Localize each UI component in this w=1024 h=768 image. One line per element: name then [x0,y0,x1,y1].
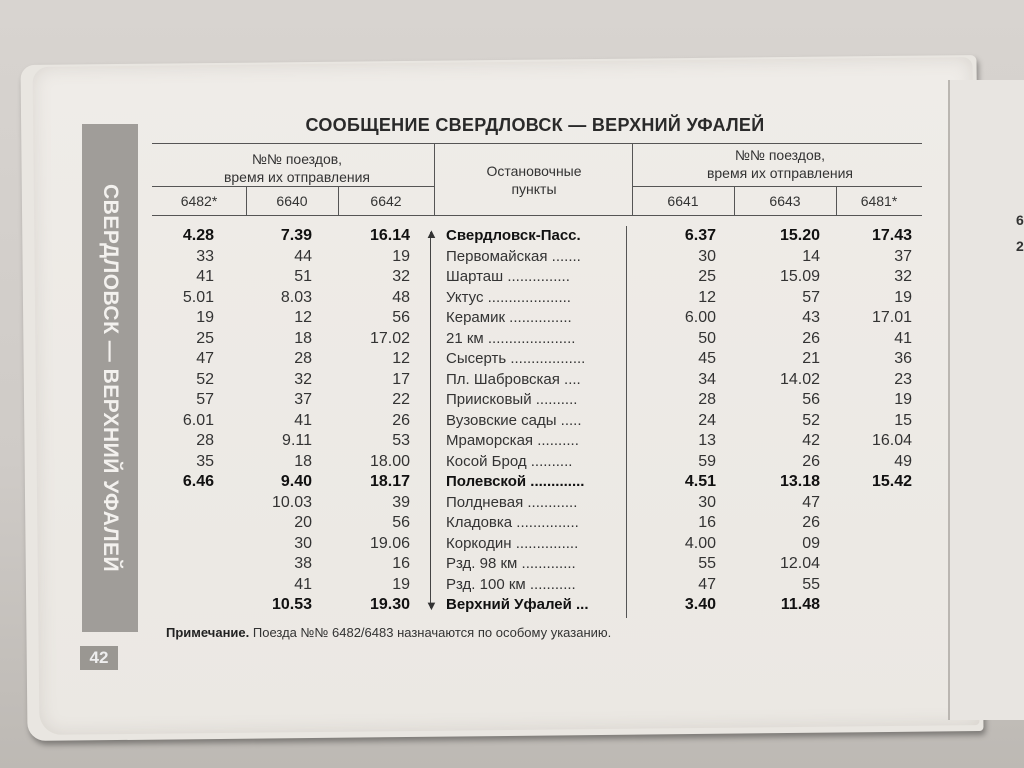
time-cell [838,575,912,596]
time-cell: 19 [894,391,912,408]
time-cell: 28 [294,350,312,367]
column-6481 [838,226,912,616]
column-stations [446,226,622,616]
header-rule-left [152,186,434,187]
station-name: Рзд. 100 км ........... [446,575,576,593]
time-cell: 20 [294,514,312,531]
time-cell [838,534,912,555]
time-cell: 52 [802,411,820,429]
time-cell: 19 [392,247,410,265]
time-cell: 16 [698,514,716,531]
time-cell: 28 [196,432,214,449]
train-number-6482: 6482* [180,193,218,209]
column-6482 [152,226,214,616]
time-cell: 6.00 [684,309,716,326]
time-cell: 10.03 [271,493,312,511]
time-cell: 47 [196,350,214,367]
time-cell: 49 [894,452,912,470]
time-cell: 34 [698,370,716,388]
time-cell: 59 [698,452,716,470]
time-cell: 22 [392,391,410,408]
right-page-fragment: 2 [1016,238,1024,254]
station-name: Мраморская .......... [446,432,579,449]
time-cell: 30 [698,247,716,265]
time-cell: 19.06 [369,534,410,552]
time-cell: 25 [698,268,716,285]
time-cell: 6.37 [684,227,716,244]
time-cell [838,493,912,514]
station-name: Полдневая ............ [446,493,578,511]
time-cell: 5.01 [182,288,214,306]
station-name: Вузовские сады ..... [446,411,582,429]
train-number-6643: 6643 [769,193,801,209]
time-cell: 39 [392,493,410,511]
time-cell: 15.42 [871,473,912,490]
time-cell: 6.46 [182,473,214,490]
time-cell: 43 [802,309,820,326]
station-name: Свердловск-Пасс. [446,227,581,244]
time-cell: 25 [196,329,214,347]
time-cell: 17.02 [369,329,410,347]
time-cell: 16 [392,555,410,572]
direction-line [430,232,431,608]
time-cell: 28 [698,391,716,408]
time-cell: 6.01 [182,411,214,429]
time-cell: 15.20 [779,227,820,244]
time-cell: 32 [294,370,312,388]
time-cell: 50 [698,329,716,347]
time-cell: 18 [294,452,312,470]
time-cell: 26 [802,329,820,347]
header-right: №№ поездов, время их отправления [706,147,854,181]
station-name: Пл. Шабровская .... [446,370,581,388]
station-name: Верхний Уфалей ... [446,596,589,613]
station-name: Сысерть .................. [446,350,586,367]
time-cell: 19 [392,575,410,593]
footnote-text: Поезда №№ 6482/6483 назначаются по особому указанию. [249,625,612,640]
time-cell: 32 [894,268,912,285]
time-cell: 57 [802,288,820,306]
time-cell [838,513,912,534]
right-page-edge [948,80,1024,720]
page-number: 42 [80,646,118,670]
time-cell: 47 [802,493,820,511]
time-cell: 37 [894,247,912,265]
time-cell: 36 [894,350,912,367]
page-title: СООБЩЕНИЕ СВЕРДЛОВСК — ВЕРХНИЙ УФАЛЕЙ [305,115,765,135]
time-cell: 41 [294,411,312,429]
time-cell [838,595,912,616]
station-name: Кладовка ............... [446,514,579,531]
station-name: Приисковый .......... [446,391,578,408]
station-name: Шарташ ............... [446,268,570,285]
time-cell: 24 [698,411,716,429]
arrow-up-icon: ▲ [425,226,438,241]
station-name: Коркодин ............... [446,534,579,552]
time-cell: 47 [698,575,716,593]
time-cell: 15 [894,411,912,429]
station-name: Первомайская ....... [446,247,581,265]
time-cell: 23 [894,370,912,388]
station-name: Косой Брод .......... [446,452,573,470]
time-cell [152,493,214,514]
right-page-fragment: 6 [1016,212,1024,228]
train-number-6641: 6641 [667,193,699,209]
time-cell: 4.51 [684,473,716,490]
time-cell: 4.28 [182,227,214,244]
sidebar-text: СВЕРДЛОВСК — ВЕРХНИЙ УФАЛЕЙ [99,183,122,573]
time-cell: 41 [294,575,312,593]
arrow-down-icon: ▼ [425,598,438,613]
time-cell: 13.18 [779,473,820,490]
time-cell: 14 [802,247,820,265]
time-cell: 51 [294,268,312,285]
time-cell: 13 [698,432,716,449]
time-cell: 41 [894,329,912,347]
time-cell: 16.04 [871,432,912,449]
column-6641 [640,226,716,616]
time-cell: 26 [392,411,410,429]
time-cell: 56 [392,309,410,326]
time-cell: 7.39 [280,227,312,244]
time-cell: 42 [802,432,820,449]
time-cell: 21 [802,350,820,367]
time-cell [152,534,214,555]
time-cell: 8.03 [280,288,312,306]
time-cell [152,513,214,534]
footnote [166,625,611,640]
table-top-rule [152,143,922,144]
header-bottom-rule [152,215,922,216]
column-6643 [740,226,820,616]
footnote-label: Примечание. [166,625,250,640]
sidebar-route-label [82,124,138,632]
time-cell: 32 [392,268,410,285]
station-name: Полевской ............. [446,473,585,490]
train-number-6640: 6640 [276,193,308,209]
time-cell: 9.11 [282,432,312,449]
time-cell: 09 [802,534,820,552]
time-cell: 30 [294,534,312,552]
time-cell: 19 [894,288,912,306]
header-left: №№ поездов, время их отправления [223,151,371,185]
time-cell: 56 [802,391,820,408]
time-cell: 53 [392,432,410,449]
time-cell [152,595,214,616]
time-cell: 18.17 [369,473,410,490]
time-cell [152,575,214,596]
train-number-6481: 6481* [860,193,898,209]
time-cell: 3.40 [684,596,716,613]
time-cell [838,554,912,575]
column-6640 [246,226,312,616]
header-divider [434,143,435,215]
time-cell: 37 [294,391,312,408]
station-name: 21 км ..................... [446,329,576,347]
column-6642 [338,226,410,616]
station-name: Керамик ............... [446,309,572,326]
time-cell: 17.01 [871,309,912,326]
train-number-6642: 6642 [370,193,402,209]
station-name: Рзд. 98 км ............. [446,555,576,572]
time-cell: 12.04 [779,555,820,572]
station-column-rule [626,226,627,618]
time-cell: 33 [196,247,214,265]
time-cell: 44 [294,247,312,265]
time-cell: 38 [294,555,312,572]
header-rule-right [632,186,922,187]
time-cell: 26 [802,452,820,470]
time-cell: 17 [392,370,410,388]
time-cell: 26 [802,514,820,531]
time-cell: 14.02 [779,370,820,388]
time-cell: 45 [698,350,716,367]
time-cell: 9.40 [280,473,312,490]
time-cell: 17.43 [871,227,912,244]
time-cell: 35 [196,452,214,470]
time-cell: 55 [698,555,716,572]
time-cell: 15.09 [779,268,820,285]
time-cell: 16.14 [369,227,410,244]
time-cell: 30 [698,493,716,511]
time-cell: 12 [698,288,716,306]
time-cell: 19 [196,309,214,326]
time-cell: 11.48 [780,596,820,613]
time-cell: 12 [294,309,312,326]
time-cell: 41 [196,268,214,285]
time-cell: 52 [196,370,214,388]
time-cell [152,554,214,575]
time-cell: 48 [392,288,410,306]
time-cell: 55 [802,575,820,593]
time-cell: 18.00 [369,452,410,470]
time-cell: 10.53 [271,596,312,613]
time-cell: 19.30 [369,596,410,613]
time-cell: 4.00 [684,534,716,552]
time-cell: 12 [392,350,410,367]
header-stations: Остановочные пункты [486,163,582,197]
station-name: Уктус .................... [446,288,571,306]
time-cell: 56 [392,514,410,531]
time-cell: 57 [196,391,214,408]
time-cell: 18 [294,329,312,347]
